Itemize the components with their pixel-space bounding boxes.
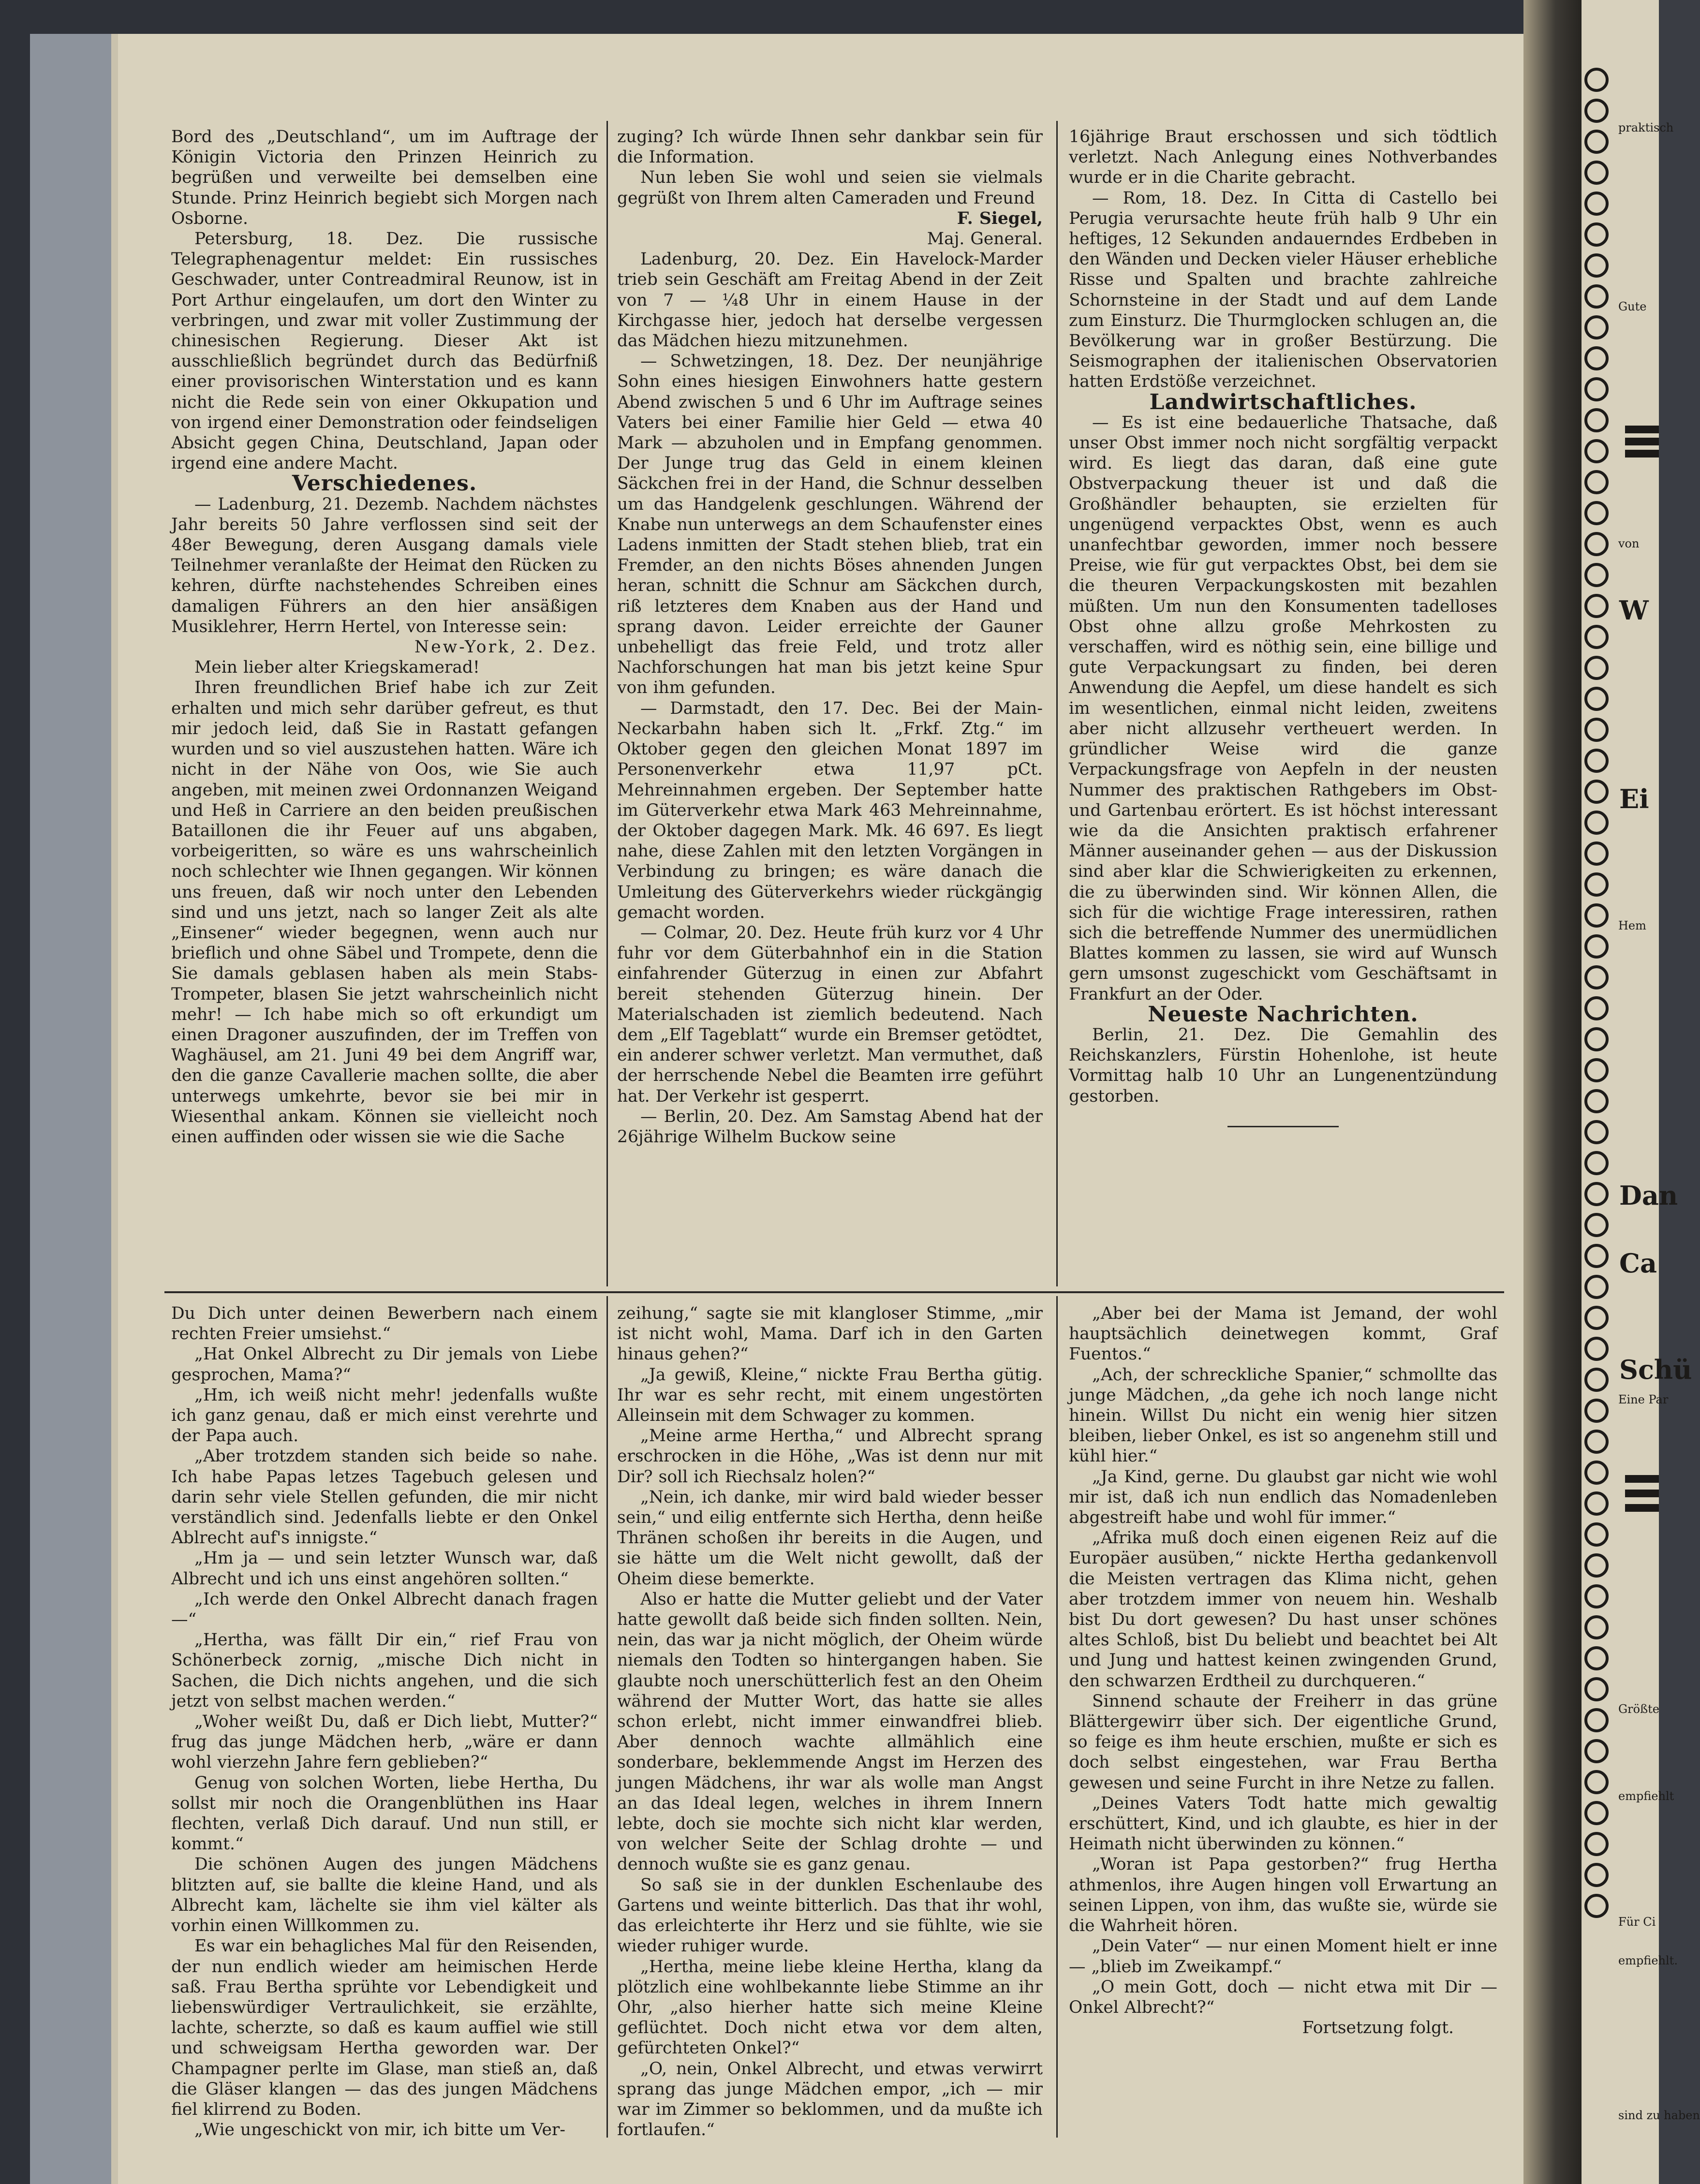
column-rule-top-1 — [606, 121, 608, 1286]
ornament-circle — [1584, 222, 1609, 247]
serial-paragraph: „Wie ungeschickt von mir, ich bitte um Ver- — [194, 2120, 566, 2140]
article-paragraph: New-York, 2. Dez. — [414, 637, 598, 657]
article-paragraph: F. Siegel, — [957, 208, 1043, 228]
ornament-circle — [1584, 1832, 1609, 1856]
ornament-circle — [1584, 1708, 1609, 1732]
ornament-circle — [1584, 1306, 1609, 1330]
serial-paragraph: So saß sie in der dunklen Eschenlaube des Gartens und weinte bitterlich. Das that ihr wohl, das erleichterte ihr Herz und sie fühlte, wie sie wieder ruhiger wurde. — [617, 1875, 1043, 1956]
ornament-circle — [1584, 563, 1609, 587]
adjacent-page-fragment: Gute — [1618, 300, 1647, 313]
article-paragraph: — Colmar, 20. Dez. Heute früh kurz vor 4 Uhr fuhr vor dem Güterbahnhof ein in die Station einfahrender Güterzug in einen zur Abfahrt bereit stehenden Güterzug hinein. Der Materialschaden ist ziemlich bedeutend. Nach dem „Elf Tageblatt“ wurde ein Bremser getödtet, ein anderer schwer verletzt. Man vermuthet, daß der herrschende Nebel die Beamten irre geführt hat. Der Verkehr ist gesperrt. — [617, 923, 1043, 1106]
adjacent-page-fragment: von — [1618, 537, 1640, 550]
ornament-circle — [1584, 594, 1609, 618]
adjacent-page-fragment: W — [1619, 595, 1649, 626]
article-paragraph: Maj. General. — [927, 229, 1043, 249]
ornament-circle — [1584, 346, 1609, 370]
ornament-circle — [1584, 1337, 1609, 1361]
ornament-circle — [1584, 996, 1609, 1020]
serial-paragraph: „Hm, ich weiß nicht mehr! jedenfalls wußte ich ganz genau, daß er mich einst verehrte und der Papa auch. — [171, 1385, 598, 1446]
ornament-circle — [1584, 749, 1609, 773]
continuation-note: Fortsetzung folgt. — [1302, 2018, 1454, 2038]
adjacent-page-bar — [1625, 438, 1659, 445]
section-heading: Verschiedenes. — [292, 471, 477, 496]
adjacent-page-fragment: Ei — [1619, 783, 1649, 814]
adjacent-page-bar — [1625, 1475, 1659, 1483]
article-paragraph: — Schwetzingen, 18. Dez. Der neunjährige Sohn eines hiesigen Einwohners hatte gestern Abend zwischen 5 und 6 Uhr im Auftrage seines Vaters bei einer Familie hier Geld — etwa 40 Mark — abzuholen und in Empfang genommen. Der Junge trug das Geld in einem kleinen Säckchen frei in der Hand, die Schnur desselben um das Handgelenk geschlungen. Während der Knabe nun unterwegs an dem Schaufenster eines Ladens inmitten der Stadt stehen blieb, trat ein Fremder, an den nichts Böses ahnenden Jungen heran, schnitt die Schnur am Säckchen durch, riß letzteres dem Knaben aus der Hand und sprang davon. Leider erreichte der Gauner unbehelligt das freie Feld, und trotz aller Nachforschungen hat man bis jetzt keine Spur von ihm gefunden. — [617, 352, 1043, 698]
serial-paragraph: „Hertha, was fällt Dir ein,“ rief Frau von Schönerbeck zornig, „mische Dich nicht in Sachen, die Dich nichts angehen, und die sich jetzt von selbst machen werden.“ — [171, 1630, 598, 1711]
ornament-circle — [1584, 1182, 1609, 1206]
article-paragraph: — Darmstadt, den 17. Dec. Bei der Main-Neckarbahn haben sich lt. „Frkf. Ztg.“ im Oktober gegen den gleichen Monat 1897 im Personenverkehr etwa 11,97 pCt. Mehreinnahmen ergeben. Der September hatte im Güterverkehr etwa Mark 463 Mehreinnahme, der Oktober dagegen Mark. Mk. 46 697. Es liegt nahe, diese Zahlen mit den letzten Vorgängen in Verbindung zu bringen; es wäre danach die Umleitung des Güterverkehrs wieder rückgängig gemacht worden. — [617, 698, 1043, 922]
column-rule-bottom-1 — [606, 1296, 608, 2138]
ornament-circle — [1584, 687, 1609, 711]
adjacent-page-fragment: Für Ci — [1618, 1915, 1656, 1929]
article-paragraph: Ladenburg, 20. Dez. Ein Havelock-Marder trieb sein Geschäft am Freitag Abend in der Zeit von 7 — ¼8 Uhr in einem Hause in der Kirchgasse hier, jedoch hat derselbe vergessen das Mädchen hiezu mitzunehmen. — [617, 250, 1043, 351]
serial-paragraph: „Ich werde den Onkel Albrecht danach fragen —“ — [171, 1589, 598, 1630]
newspaper-page — [118, 34, 1559, 2184]
column-rule-top-2 — [1056, 121, 1058, 1286]
ornament-circle — [1584, 1430, 1609, 1454]
article-paragraph: Bord des „Deutschland“, um im Auftrage der Königin Victoria den Prinzen Heinrich zu begrüßen und verweilte bei demselben eine Stunde. Prinz Heinrich begiebt sich Morgen nach Osborne. — [171, 127, 598, 228]
adjacent-page-fragment: empfiehlt. — [1618, 1954, 1678, 1967]
ornament-circle — [1584, 872, 1609, 897]
adjacent-page-fragment: praktisch — [1618, 121, 1674, 134]
ornament-circle — [1584, 1058, 1609, 1082]
article-paragraph: zuging? Ich würde Ihnen sehr dankbar sein für die Information. — [617, 127, 1043, 167]
section-heading: Neueste Nachrichten. — [1148, 1002, 1419, 1027]
ornament-circle — [1584, 315, 1609, 339]
ornament-circle — [1584, 408, 1609, 432]
serial-paragraph: „Afrika muß doch einen eigenen Reiz auf die Europäer ausüben,“ nickte Hertha gedankenvoll die Meisten vertragen das Klima nicht, gehen aber trotzdem immer von neuem hin. Weshalb bist Du dort gewesen? Du hast unser schönes altes Schloß, bist Du beliebt und beachtet bei Alt und Jung und hattest keinen zwingenden Grund, den schwarzen Erdtheil zu durchqueren.“ — [1069, 1528, 1497, 1691]
article-paragraph: — Rom, 18. Dez. In Citta di Castello bei Perugia verursachte heute früh halb 9 Uhr ein heftiges, 12 Sekunden andauerndes Erdbeben in den Wänden und Decken vieler Häuser erhebliche Risse und Spalten und brachte zahlreiche Schornsteine in der Stadt und auf dem Lande zum Einsturz. Die Thurmglocken schlugen an, die Bevölkerung war in großer Bestürzung. Die Seismographen der italienischen Observatorien hatten Erdstöße verzeichnet. — [1069, 188, 1497, 392]
serial-paragraph: Sinnend schaute der Freiherr in das grüne Blättergewirr über sich. Der eigentliche Grund, so feige es ihm heute erschien, mußte er sich es doch selbst eingestehen, war Frau Bertha gewesen und seine Furcht in ihre Netze zu fallen. — [1069, 1691, 1497, 1793]
adjacent-page-fragment: Hem — [1618, 919, 1646, 932]
column-rule-bottom-2 — [1056, 1296, 1058, 2138]
ornament-circle — [1584, 1584, 1609, 1608]
page-gutter — [1523, 0, 1582, 2184]
serial-paragraph: „Dein Vater“ — nur einen Moment hielt er inne — „blieb im Zweikampf.“ — [1069, 1936, 1497, 1977]
article-paragraph: Nun leben Sie wohl und seien sie vielmals gegrüßt von Ihrem alten Cameraden und Freund — [617, 168, 1043, 208]
article-paragraph: 16jährige Braut erschossen und sich tödtlich verletzt. Nach Anlegung eines Nothverbandes wurde er in die Charite gebracht. — [1069, 127, 1497, 188]
ornament-circle — [1584, 780, 1609, 804]
section-divider — [164, 1291, 1504, 1293]
column-top-middle — [617, 127, 1043, 1147]
section-heading: Landwirtschaftliches. — [1149, 389, 1417, 414]
ornament-circle — [1584, 532, 1609, 556]
ornament-circle — [1584, 1677, 1609, 1701]
ornament-circle — [1584, 965, 1609, 989]
ornament-circle — [1584, 1120, 1609, 1144]
adjacent-page-fragment: Schü — [1619, 1354, 1692, 1385]
ornament-circle — [1584, 1151, 1609, 1175]
ornament-circle — [1584, 1801, 1609, 1825]
ornament-circle — [1584, 1399, 1609, 1423]
adjacent-page-bar — [1625, 426, 1659, 433]
ornament-circle — [1584, 161, 1609, 185]
column-bottom-right — [1069, 1303, 1497, 2038]
serial-paragraph: „Ja Kind, gerne. Du glaubst gar nicht wie wohl mir ist, daß ich nun endlich das Nomadenleben abgestreift habe und wohl für immer.“ — [1069, 1467, 1497, 1528]
serial-paragraph: Genug von solchen Worten, liebe Hertha, Du sollst mir noch die Orangenblüthen ins Haar flechten, verlaß Dich darauf. Und nun still, er kommt.“ — [171, 1773, 598, 1854]
ornament-circle — [1584, 284, 1609, 309]
ornament-circle-border — [1584, 68, 1618, 1925]
serial-paragraph: „Woher weißt Du, daß er Dich liebt, Mutter?“ frug das junge Mädchen herb, „wäre er dann wohl vierzehn Jahre fern geblieben?“ — [171, 1712, 598, 1772]
serial-paragraph: „Aber bei der Mama ist Jemand, der wohl hauptsächlich deinetwegen kommt, Graf Fuentos.“ — [1069, 1304, 1497, 1364]
serial-paragraph: „Meine arme Hertha,“ und Albrecht sprang erschrocken in die Höhe, „Was ist denn nur mit Dir? soll ich Riechsalz holen?“ — [617, 1426, 1043, 1487]
ornament-circle — [1584, 68, 1609, 92]
ornament-circle — [1584, 1522, 1609, 1547]
adjacent-page-fragment: Größte — [1618, 1702, 1659, 1716]
column-bottom-right-text — [1069, 1303, 1497, 2018]
ornament-circle — [1584, 1213, 1609, 1237]
article-paragraph: — Ladenburg, 21. Dezemb. Nachdem nächstes Jahr bereits 50 Jahre verflossen sind seit der 48er Bewegung, deren Ausgang damals viele Teilnehmer veranlaßte der Heimat den Rücken zu kehren, dürfte nachstehendes Schreiben eines damaligen Führers an den hier ansäßigen Musiklehrer, Herrn Hertel, von Interesse sein: — [171, 494, 598, 636]
ornament-circle — [1584, 1461, 1609, 1485]
serial-paragraph: Es war ein behagliches Mal für den Reisenden, der nun endlich wieder am heimischen Herde saß. Frau Bertha sprühte vor Lebendigkeit und liebenswürdiger Vertraulichkeit, sie erzählte, lachte, scherzte, so daß es kaum auffiel wie still und schweigsam Hertha geworden war. Der Champagner perlte im Glase, man stieß an, daß die Gläser klangen — das des jungen Mädchens fiel klirrend zu Boden. — [171, 1936, 598, 2119]
serial-paragraph: „Hm ja — und sein letzter Wunsch war, daß Albrecht und ich uns einst angehören sollten.“ — [171, 1549, 598, 1589]
ornament-circle — [1584, 377, 1609, 401]
ornament-circle — [1584, 439, 1609, 463]
ornament-circle — [1584, 625, 1609, 649]
adjacent-page-fragment: Ca — [1619, 1248, 1657, 1279]
column-bottom-middle — [617, 1303, 1043, 2140]
column-top-right — [1069, 127, 1497, 1127]
ornament-circle — [1584, 1368, 1609, 1392]
ornament-circle — [1584, 1244, 1609, 1268]
article-paragraph: Petersburg, 18. Dez. Die russische Telegraphenagentur meldet: Ein russisches Geschwader, unter Contreadmiral Reunow, ist in Port Arthur eingelaufen, um dort den Winter zu verbringen, und zwar mit voller Zustimmung der chinesischen Regierung. Dieser Akt ist ausschließlich begründet durch das Bedürfniß einer provisorischen Winterstation und es kann nicht die Rede sein von einer Okkupation und von irgend einer Demonstration oder feindseligen Absicht gegen China, Deutschland, Japan oder irgend eine andere Macht. — [171, 229, 598, 473]
column-bottom-left — [171, 1303, 598, 2140]
article-paragraph: — Berlin, 20. Dez. Am Samstag Abend hat der 26jährige Wilhelm Buckow seine — [617, 1107, 1043, 1147]
ornament-circle — [1584, 1615, 1609, 1639]
ornament-circle — [1584, 501, 1609, 525]
serial-paragraph: Also er hatte die Mutter geliebt und der Vater hatte gewollt daß beide sich finden sollten. Nein, nein, das war ja nicht möglich, der Oheim würde niemals den Todten so hintergangen haben. Sie glaubte noch unerschütterlich fest an den Oheim während der Mutter Wort, das hatte sie alles schon erlebt, nicht immer einwandfrei blieb. Aber dennoch wachte allmählich eine sonderbare, beklemmende Angst im Herzen des jungen Mädchens, ihr war als wolle man Angst an das Ideal legen, welches in ihrem Innern lebte, doch sie mochte sich nicht klar werden, von welcher Seite der Schlag drohte — und dennoch wußte sie es ganz genau. — [617, 1589, 1043, 1874]
serial-paragraph: „Deines Vaters Todt hatte mich gewaltig erschüttert, Kind, und ich glaubte, es hier in der Heimath nicht überwinden zu können.“ — [1069, 1793, 1497, 1854]
serial-paragraph: „O, nein, Onkel Albrecht, und etwas verwirrt sprang das junge Mädchen empor, „ich — mir war im Zimmer so beklommen, und da mußte ich fortlaufen.“ — [617, 2059, 1043, 2140]
adjacent-page-fragment: empfiehlt — [1618, 1789, 1674, 1803]
adjacent-page-fragment: Eine Par — [1618, 1393, 1669, 1406]
adjacent-page-bar — [1625, 450, 1659, 457]
adjacent-page-edge — [1582, 0, 1700, 2184]
ornament-circle — [1584, 192, 1609, 216]
ornament-circle — [1584, 1894, 1609, 1918]
ornament-circle — [1584, 1553, 1609, 1578]
ornament-circle — [1584, 1739, 1609, 1763]
adjacent-page-bar — [1625, 1504, 1659, 1512]
serial-paragraph: „Aber trotzdem standen sich beide so nahe. Ich habe Papas letzes Tagebuch gelesen und darin sehr viele Stellen gefunden, die mir nicht verständlich sind. Jedenfalls liebte er den Onkel Ablrecht auf's innigste.“ — [171, 1446, 598, 1548]
column-top-left — [171, 127, 598, 1147]
ornament-circle — [1584, 470, 1609, 494]
adjacent-page-fragment: Dan — [1619, 1180, 1678, 1211]
serial-paragraph: „Hat Onkel Albrecht zu Dir jemals von Liebe gesprochen, Mama?“ — [171, 1344, 598, 1385]
serial-paragraph: „Ja gewiß, Kleine,“ nickte Frau Bertha gütig. Ihr war es sehr recht, mit einem ungestörten Alleinsein mit dem Schwager zu kommen. — [617, 1365, 1043, 1426]
ornament-circle — [1584, 99, 1609, 123]
ornament-circle — [1584, 718, 1609, 742]
ornament-circle — [1584, 1275, 1609, 1299]
serial-paragraph: „O mein Gott, doch — nicht etwa mit Dir — Onkel Albrecht?“ — [1069, 1977, 1497, 2017]
article-paragraph: Berlin, 21. Dez. Die Gemahlin des Reichskanzlers, Fürstin Hohenlohe, ist heute Vormittag halb 10 Uhr an Lungenentzündung gestorben. — [1069, 1025, 1497, 1106]
article-end-rule — [1227, 1126, 1339, 1127]
ornament-circle — [1584, 1646, 1609, 1670]
article-paragraph: Ihren freundlichen Brief habe ich zur Zeit erhalten und mich sehr darüber gefreut, es thut mir jedoch leid, daß Sie in Rastatt gefangen wurden und so viel auszustehen hatten. Wäre ich nicht in der Nähe von Oos, wie Sie auch angeben, mit meinen zwei Ordonnanzen Weigand und Heß in Carriere an den beiden preußischen Bataillonen die ihr Feuer auf uns abgaben, vorbeigeritten, so wäre es uns wahrscheinlich noch schlechter wie Ihnen gegangen. Wir können uns freuen, daß wir noch unter den Lebenden sind und uns jetzt, nach so langer Zeit als alte „Einsener“ wieder begegnen, wenn auch nur brieflich und ohne Säbel und Trompete, denn die Sie damals geblasen haben als mein Stabs-Trompeter, blasen Sie jetzt wahrscheinlich nicht mehr! — Ich habe mich so oft erkundigt um einen Dragoner auszufinden, der im Treffen von Waghäusel, am 21. Juni 49 bei dem Angriff war, den die ganze Cavallerie machen sollte, die aber unterwegs umkehrte, bevor sie bei mir in Wiesenthal ankam. Können sie vielleicht noch einen auffinden oder wissen sie wie die Sache — [171, 678, 598, 1147]
ornament-circle — [1584, 841, 1609, 866]
ornament-circle — [1584, 1089, 1609, 1113]
ornament-circle — [1584, 1027, 1609, 1051]
ornament-circle — [1584, 903, 1609, 928]
serial-paragraph: zeihung,“ sagte sie mit klangloser Stimme, „mir ist nicht wohl, Mama. Darf ich in den Garten hinaus gehen?“ — [617, 1304, 1043, 1364]
ornament-circle — [1584, 656, 1609, 680]
adjacent-page-bar — [1625, 1490, 1659, 1497]
ornament-circle — [1584, 253, 1609, 278]
serial-paragraph: „Ach, der schreckliche Spanier,“ schmollte das junge Mädchen, „da gehe ich noch lange nicht hinein. Willst Du nicht ein wenig hier sitzen bleiben, lieber Onkel, es ist so angenehm still und kühl hier.“ — [1069, 1365, 1497, 1466]
article-paragraph: Mein lieber alter Kriegskamerad! — [194, 658, 480, 678]
serial-paragraph: Die schönen Augen des jungen Mädchens blitzten auf, sie ballte die kleine Hand, und als Albrecht kam, lächelte sie ihm viel kälter als vorhin einen Willkommen zu. — [171, 1855, 598, 1936]
page-stack-edge — [111, 34, 118, 2184]
ornament-circle — [1584, 1770, 1609, 1794]
article-paragraph: — Es ist eine bedauerliche Thatsache, daß unser Obst immer noch nicht sorgfältig verpackt wird. Es liegt das daran, daß eine gute Obstverpackung theuer ist und daß die Großhändler behaupten, sie erzielten für ungenügend verpacktes Obst, wenn es auch unanfechtbar geworden, immer noch bessere Preise, wie für gut verpacktes Obst, bei dem sie die theuren Verpackungskosten mit bezahlen müßten. Um nun den Konsumenten tadelloses Obst ohne allzu große Mehrkosten zu verschaffen, wird es nöthig sein, eine billige und gute Verpackungsart zu finden, bei deren Anwendung die Aepfel, um diese handelt es sich im wesentlichen, einmal nicht leiden, zweitens aber nicht allzusehr vertheuert werden. In gründlicher Weise wird die ganze Verpackungsfrage von Aepfeln in der neusten Nummer des praktischen Rathgebers im Obst- und Gartenbau erörtert. Es ist höchst interessant wie da die Ansichten praktisch erfahrener Männer auseinander gehen — aus der Diskussion sind aber klar die Schwierigkeiten zu erkennen, die zu überwinden sind. Wir können Allen, die sich für die wichtige Frage interessiren, rathen sich die betreffende Nummer des unermüdlichen Blattes kommen zu lassen, sie wird auf Wunsch gern umsonst zugeschickt vom Geschäftsamt in Frankfurt an der Oder. — [1069, 413, 1497, 1004]
serial-paragraph: „Nein, ich danke, mir wird bald wieder besser sein,“ und eilig entfernte sich Hertha, denn heiße Thränen schoßen ihr bereits in die Augen, und sie hätte um die Welt nicht gewollt, daß der Oheim diese bemerkte. — [617, 1487, 1043, 1589]
book-binding — [30, 34, 114, 2184]
serial-paragraph: Du Dich unter deinen Bewerbern nach einem rechten Freier umsiehst.“ — [171, 1304, 598, 1344]
ornament-circle — [1584, 1863, 1609, 1887]
serial-paragraph: „Woran ist Papa gestorben?“ frug Hertha athmenlos, ihre Augen hingen voll Erwartung an seinen Lippen, von ihm, das wußte sie, würde sie die Wahrheit hören. — [1069, 1855, 1497, 1936]
ornament-circle — [1584, 811, 1609, 835]
ornament-circle — [1584, 1491, 1609, 1516]
serial-paragraph: „Hertha, meine liebe kleine Hertha, klang da plötzlich eine wohlbekannte liebe Stimme an ihr Ohr, „also hierher hatte sich meine Kleine geflüchtet. Doch nicht etwa vor dem alten, gefürchteten Onkel?“ — [617, 1957, 1043, 2058]
ornament-circle — [1584, 934, 1609, 959]
adjacent-page-fragment: sind zu haben — [1618, 2109, 1700, 2122]
ornament-circle — [1584, 130, 1609, 154]
